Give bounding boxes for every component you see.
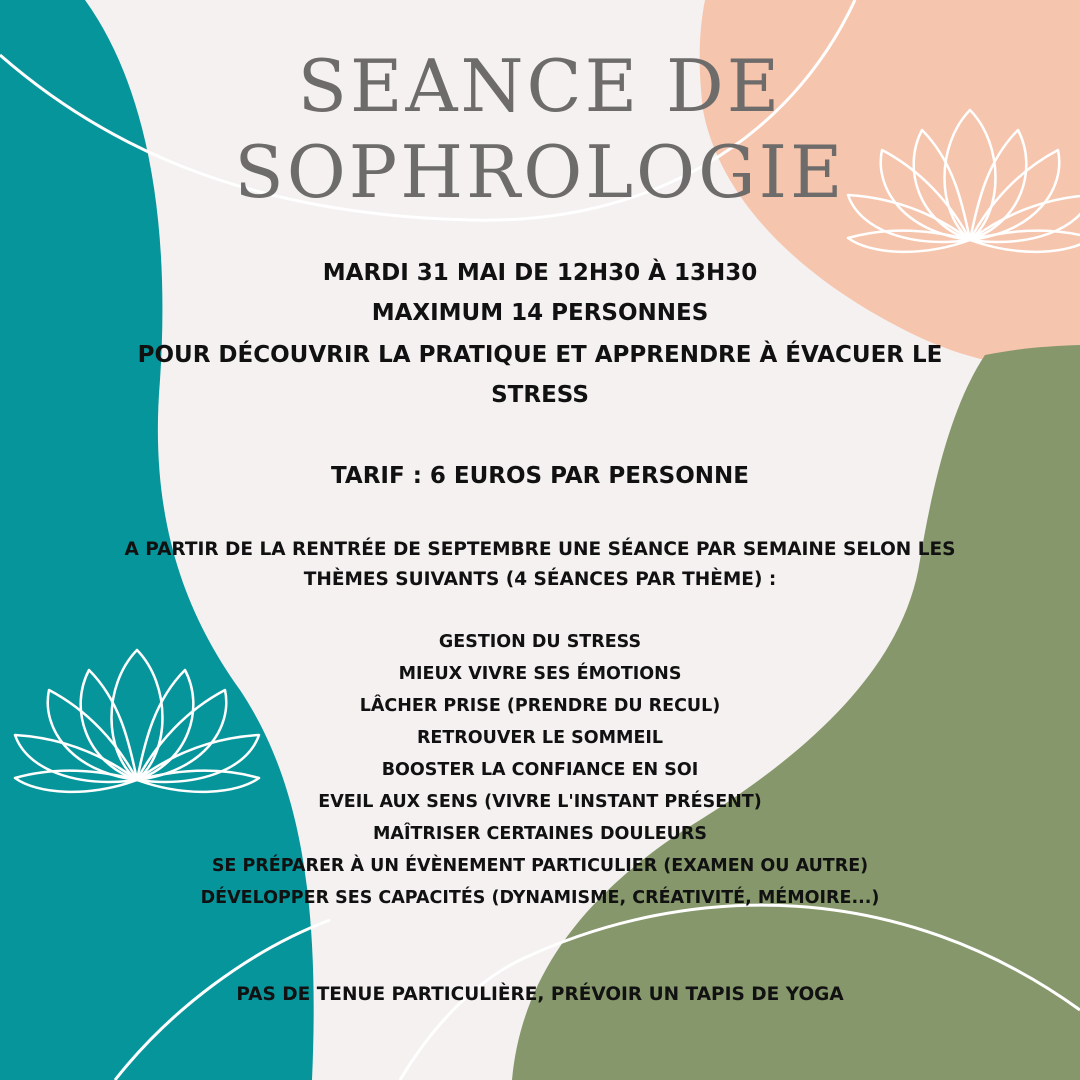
list-item: RETROUVER LE SOMMEIL — [416, 728, 664, 748]
september-line-2: THÈMES SUIVANTS (4 SÉANCES PAR THÈME) : — [303, 569, 777, 590]
purpose-line-2: STRESS — [491, 382, 589, 408]
list-item: MIEUX VIVRE SES ÉMOTIONS — [398, 664, 682, 684]
title-line-1: SEANCE DE — [297, 44, 783, 128]
theme-list — [0, 626, 1080, 914]
september-line-1: A PARTIR DE LA RENTRÉE DE SEPTEMBRE UNE SÉANCE PAR SEMAINE SELON LES — [124, 539, 956, 560]
list-item: EVEIL AUX SENS (VIVRE L'INSTANT PRÉSENT) — [318, 792, 762, 812]
price: TARIF : 6 EUROS PAR PERSONNE — [331, 463, 749, 489]
list-item: BOOSTER LA CONFIANCE EN SOI — [381, 760, 699, 780]
title-line-2: SOPHROLOGIE — [234, 130, 846, 214]
list-item: DÉVELOPPER SES CAPACITÉS (DYNAMISME, CRÉATIVITÉ, MÉMOIRE...) — [200, 888, 880, 908]
purpose-line-1: POUR DÉCOUVRIR LA PRATIQUE ET APPRENDRE À ÉVACUER LE — [137, 342, 943, 368]
session-date: MARDI 31 MAI DE 12H30 À 13H30 — [322, 260, 758, 286]
max-participants: MAXIMUM 14 PERSONNES — [371, 300, 709, 326]
footer-note: PAS DE TENUE PARTICULIÈRE, PRÉVOIR UN TAPIS DE YOGA — [236, 984, 844, 1005]
list-item: GESTION DU STRESS — [438, 632, 642, 652]
list-item: MAÎTRISER CERTAINES DOULEURS — [373, 824, 707, 844]
list-item: LÂCHER PRISE (PRENDRE DU RECUL) — [359, 696, 721, 716]
list-item: SE PRÉPARER À UN ÉVÈNEMENT PARTICULIER (EXAMEN OU AUTRE) — [211, 856, 869, 876]
